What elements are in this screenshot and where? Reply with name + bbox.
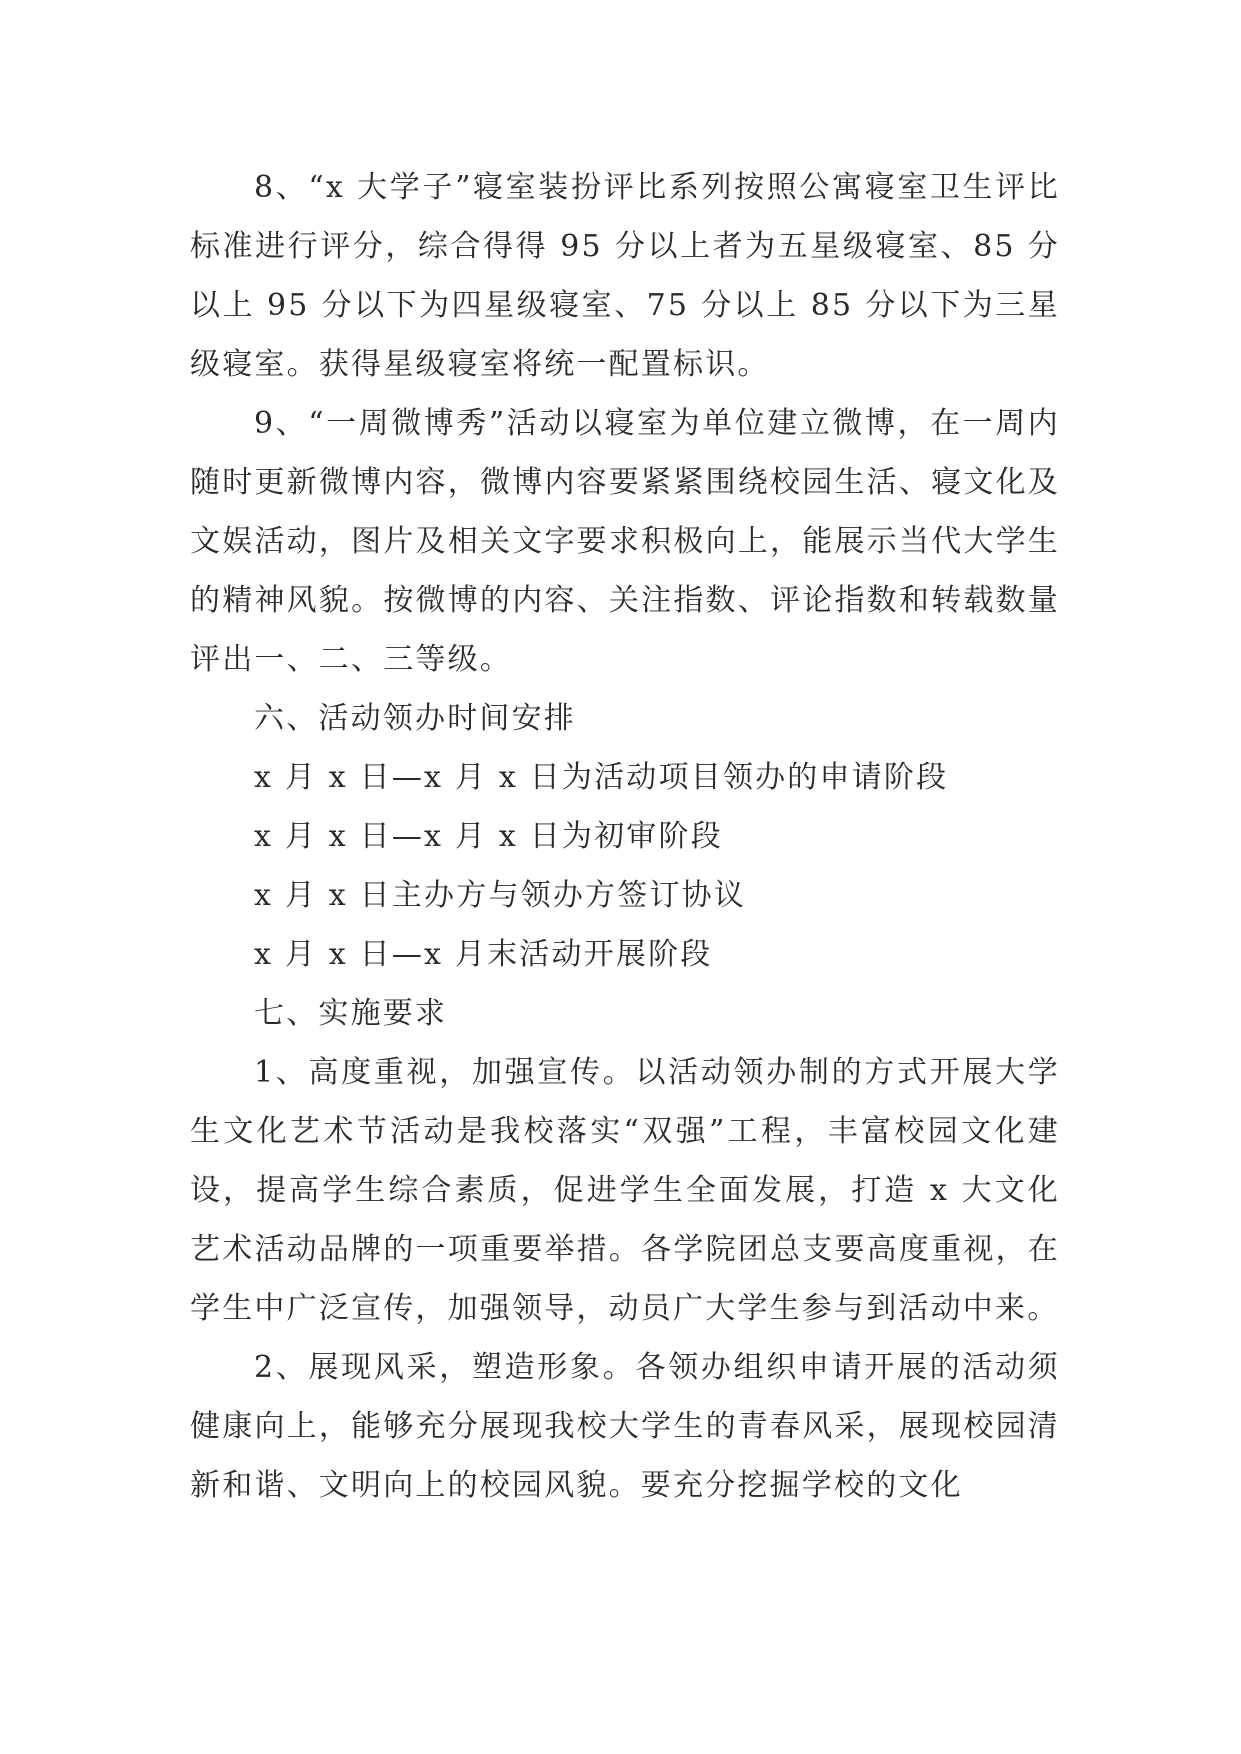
paragraph-dorm-rating: 8、“x 大学子”寝室装扮评比系列按照公寓寝室卫生评比标准进行评分，综合得得 95 分以上者为五星级寝室、85 分以上 95 分以下为四星级寝室、75 分以上 85 分以下为三星级寝室。获得星级寝室将统一配置标识。 [190,170,1060,382]
section-heading-requirements: 七、实施要求 [254,996,448,1031]
section-heading-schedule: 六、活动领办时间安排 [254,701,576,736]
schedule-item-application: x 月 x 日—x 月 x 日为活动项目领办的申请阶段 [254,760,949,795]
schedule-item-agreement: x 月 x 日主办方与领办方签订协议 [254,878,747,913]
paragraph-requirement-2: 2、展现风采，塑造形象。各领办组织申请开展的活动须健康向上，能够充分展现我校大学生的青春风采，展现校园清新和谐、文明向上的校园风貌。要充分挖掘学校的文化 [190,1350,1060,1503]
paragraph-requirement-1: 1、高度重视，加强宣传。以活动领办制的方式开展大学生文化艺术节活动是我校落实“双强”工程，丰富校园文化建设，提高学生综合素质，促进学生全面发展，打造 x 大文化艺术活动品牌的一项重要举措。各学院团总支要高度重视，在学生中广泛宣传，加强领导，动员广大学生参与到活动中来。 [190,1055,1060,1326]
paragraph-weibo-show: 9、“一周微博秀”活动以寝室为单位建立微博，在一周内随时更新微博内容，微博内容要紧紧围绕校园生活、寝文化及文娱活动，图片及相关文字要求积极向上，能展示当代大学生的精神风貌。按微博的内容、关注指数、评论指数和转载数量评出一、二、三等级。 [190,406,1060,677]
schedule-item-execution: x 月 x 日—x 月末活动开展阶段 [254,937,713,972]
schedule-item-review: x 月 x 日—x 月 x 日为初审阶段 [254,819,723,854]
document-body [190,158,1060,1515]
